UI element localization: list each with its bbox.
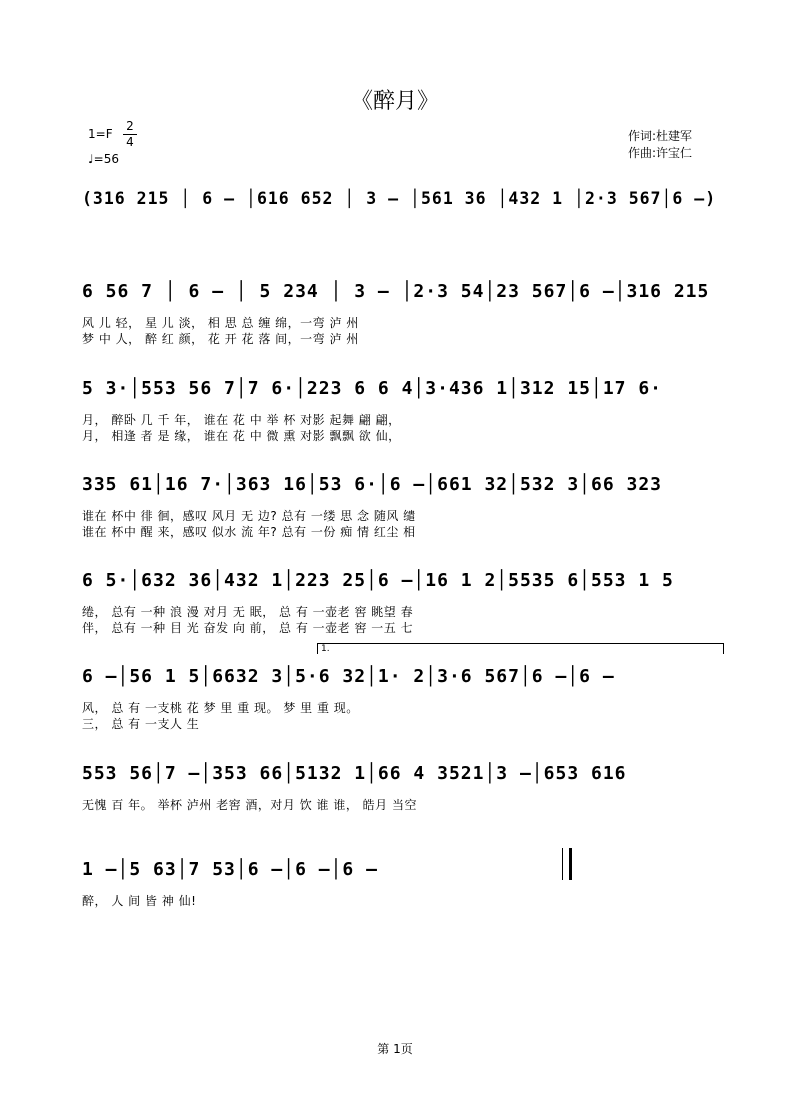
time-top: 2 bbox=[126, 119, 134, 133]
notes-line: 6 –│56 1 5│6632 3│5·6 32│1· 2│3·6 567│6 –│6 – bbox=[82, 666, 615, 687]
tempo-value: =56 bbox=[93, 152, 119, 166]
volta-label: 1. bbox=[321, 644, 330, 654]
lyrics-verse-1: 无愧 百 年。 举杯 泸州 老窖 酒，对月 饮 谁 谁， 皓月 当空 bbox=[82, 798, 417, 812]
lyrics-verse-1: 月， 醉卧 几 千 年， 谁在 花 中 举 杯 对影 起舞 翩 翩， bbox=[82, 413, 401, 427]
score-row bbox=[76, 463, 732, 539]
score-row bbox=[76, 559, 732, 635]
lyrics-verse-2: 伴， 总有 一种 目 光 奋发 向 前， 总 有 一壶老 窖 一五 七 bbox=[82, 621, 414, 635]
score-row bbox=[76, 176, 732, 210]
score-row bbox=[76, 367, 732, 443]
notes-line: 5 3·│553 56 7│7 6·│223 6 6 4│3·436 1│312 15│17 6· bbox=[82, 378, 663, 399]
notes-line: 6 56 7 │ 6 – │ 5 234 │ 3 – │2·3 54│23 567│6 –│316 215 bbox=[82, 281, 710, 302]
quarter-note-icon: ♩ bbox=[88, 152, 94, 166]
lyrics-verse-1: 醉， 人 间 皆 神 仙! bbox=[82, 894, 197, 908]
page-title: 《醉月》 bbox=[350, 89, 439, 114]
lyrics-verse-1: 风， 总 有 一支桃 花 梦 里 重 现。 梦 里 重 现。 bbox=[82, 701, 359, 715]
lyricist-credit: 作词:杜建军 bbox=[628, 129, 693, 143]
notes-line: 335 61│16 7·│363 16│53 6·│6 –│661 32│532 3│66 323 bbox=[82, 474, 663, 495]
lyrics-verse-2: 梦 中 人， 醉 红 颜， 花 开 花 落 间，一弯 泸 州 bbox=[82, 332, 359, 346]
time-bottom: 4 bbox=[126, 135, 134, 149]
time-signature bbox=[123, 119, 137, 150]
lyrics-verse-1: 风 儿 轻， 星 儿 淡， 相 思 总 缠 绵，一弯 泸 州 bbox=[82, 316, 359, 330]
final-barline bbox=[562, 848, 572, 880]
score-row bbox=[76, 270, 732, 346]
notes-line: 6 5·│632 36│432 1│223 25│6 –│16 1 2│5535 6│553 1 5 bbox=[82, 570, 674, 591]
lyrics-verse-1: 谁在 杯中 徘 徊，感叹 风月 无 边? 总有 一缕 思 念 随风 缱 bbox=[82, 509, 416, 523]
volta-bracket bbox=[317, 643, 724, 654]
composer-credit: 作曲:许宝仁 bbox=[628, 146, 693, 160]
notes-line: (316 215 │ 6 – │616 652 │ 3 – │561 36 │432 1 │2·3 567│6 –) bbox=[82, 189, 717, 208]
score-row bbox=[76, 644, 732, 731]
lyrics-verse-1: 绻， 总有 一种 浪 漫 对月 无 眠， 总 有 一壶老 窖 眺望 春 bbox=[82, 605, 414, 619]
key-label: 1=F bbox=[88, 127, 113, 141]
notes-line: 1 –│5 63│7 53│6 –│6 –│6 – bbox=[82, 859, 378, 880]
page-number: 第 1页 bbox=[377, 1042, 413, 1056]
tempo-marking bbox=[88, 152, 119, 166]
score-row bbox=[76, 848, 732, 908]
lyrics-verse-2: 月， 相逢 者 是 缘， 谁在 花 中 微 熏 对影 飘飘 欲 仙， bbox=[82, 429, 401, 443]
key-signature bbox=[88, 119, 134, 149]
lyrics-verse-2: 三， 总 有 一支人 生 bbox=[82, 717, 200, 731]
notes-line: 553 56│7 –│353 66│5132 1│66 4 3521│3 –│653 616 bbox=[82, 763, 627, 784]
score-row bbox=[76, 752, 732, 812]
lyrics-verse-2: 谁在 杯中 醒 来，感叹 似水 流 年? 总有 一份 痴 情 红尘 相 bbox=[82, 525, 416, 539]
